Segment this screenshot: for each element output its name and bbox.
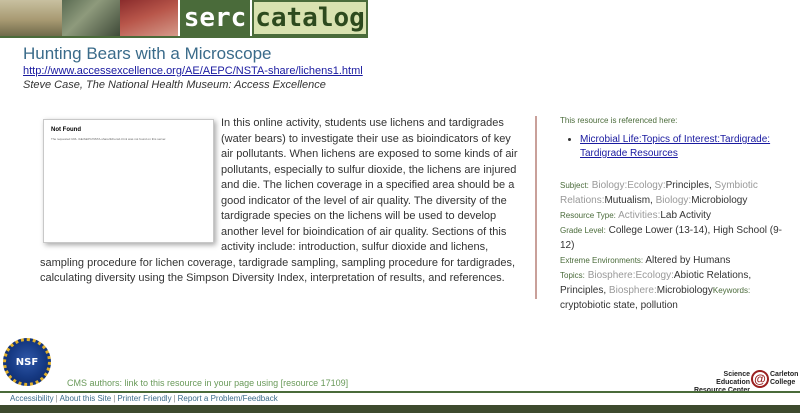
topic-1-prefix: Biosphere:Ecology: — [587, 270, 674, 281]
header-photo-rocks — [120, 0, 178, 36]
extreme-environments-label: Extreme Environments: — [560, 256, 644, 265]
site-header — [0, 0, 800, 36]
thumbnail-spacer — [40, 116, 221, 248]
reference-link-tardigrade[interactable]: Microbial Life:Topics of Interest:Tardigrade: Tardigrade Resources — [580, 134, 771, 159]
subject-1-prefix: Biology:Ecology: — [591, 180, 666, 191]
header-photo-strip — [0, 0, 178, 36]
sidebar — [560, 116, 792, 161]
carleton-logo[interactable]: Carleton College — [770, 371, 799, 386]
keywords-label: Keywords: — [712, 286, 751, 295]
resource-title: Hunting Bears with a Microscope — [23, 44, 272, 63]
footer-link-about[interactable]: About this Site — [59, 394, 112, 403]
topic-2-prefix: Biosphere: — [608, 285, 657, 296]
grade-level-value: College Lower (13-14), High School (9-12) — [560, 225, 783, 251]
resource-description-block — [40, 116, 520, 287]
subject-1-value: Principles — [665, 180, 709, 191]
resource-url-link[interactable]: http://www.accessexcellence.org/AE/AEPC/NSTA-share/lichens1.html — [23, 65, 363, 77]
grade-level-label: Grade Level: — [560, 226, 606, 235]
at-icon: @ — [751, 370, 769, 388]
referenced-label: This resource is referenced here: — [560, 116, 678, 125]
header-divider — [0, 36, 368, 38]
resource-credit: Steve Case, The National Health Museum: Access Excellence — [23, 79, 326, 91]
footer-link-report-problem[interactable]: Report a Problem/Feedback — [177, 394, 278, 403]
subject-2-value: Mutualism — [604, 195, 651, 206]
header-photo-people — [0, 0, 62, 36]
footer-links — [10, 394, 278, 403]
resource-metadata: Subject: Biology:Ecology:Principles, Symbiotic Relations:Mutualism, Biology:Microbiology Resource Type: Activities:Lab Activity Grade Level: College Lower (13-14), High School (9-12) Extreme Environments: Altered by Humans Topics: Biosphere:Ecology:Abiotic Relations, Principles, Biosphere:MicrobiologyKeywords: cryptobiotic state, pollution — [560, 180, 783, 311]
subject-3-prefix: Biology: — [655, 195, 692, 206]
footer-link-printer-friendly[interactable]: Printer Friendly — [117, 394, 172, 403]
topic-1-value: Abiotic Relations, Principles — [560, 270, 752, 296]
thumbnail-title: Not Found — [51, 127, 81, 133]
catalog-logo[interactable]: catalog — [252, 0, 368, 36]
keywords-value: cryptobiotic state, pollution — [560, 300, 678, 311]
resource-type-value: Lab Activity — [660, 210, 711, 221]
cms-authors-note: CMS authors: link to this resource in your page using [resource 17109] — [67, 378, 349, 388]
serc-org-logo[interactable]: Science Education — [716, 371, 750, 386]
subject-label: Subject: — [560, 181, 589, 190]
topic-2-value: Microbiology — [656, 285, 713, 296]
thumbnail-text: The requested URL /AE/AEPC/NSTA-share/lichens1.html was not found on this server. — [51, 137, 167, 141]
resource-description: In this online activity, students use lichens and tardigrades (water bears) to investigate their use as bioindicators of key air pollutants. When lichens are exposed to some kinds of air pollutants, especially to sulfur dioxide, the lichens are injured and die. The lichen coverage in a specified area should be a good indicator of the level of air quality. The diversity of the tardigrade species on the lichens will be used to develop another level for bioindication of air quality. Sections of this activity include: introduction, sulfur dioxide and lichens, sampling procedure for lichen coverage, tardigrade sampling, sampling procedure for tardigrades, calculating diversity using the Simpson Diversity Index, interpretation of results, and references. — [40, 117, 518, 284]
footer-divider — [0, 391, 800, 393]
footer-separator: | — [113, 394, 116, 403]
vertical-divider — [535, 116, 537, 299]
nsf-logo-text: NSF — [15, 356, 39, 368]
subject-3-value: Microbiology — [691, 195, 748, 206]
extreme-environments-value: Altered by Humans — [645, 255, 731, 266]
nsf-logo[interactable] — [3, 338, 51, 386]
resource-type-prefix: Activities: — [618, 210, 661, 221]
footer-bar — [0, 405, 800, 413]
footer-link-accessibility[interactable]: Accessibility — [10, 394, 54, 403]
reference-list — [560, 133, 792, 161]
subject-2-prefix: Symbiotic Relations: — [560, 180, 758, 206]
header-photo-tools — [62, 0, 120, 36]
footer-separator: | — [55, 394, 58, 403]
reference-item — [580, 133, 792, 161]
resource-type-label: Resource Type: — [560, 211, 616, 220]
footer-separator: | — [173, 394, 176, 403]
topics-label: Topics: — [560, 271, 585, 280]
serc-logo[interactable]: serc — [180, 0, 250, 36]
